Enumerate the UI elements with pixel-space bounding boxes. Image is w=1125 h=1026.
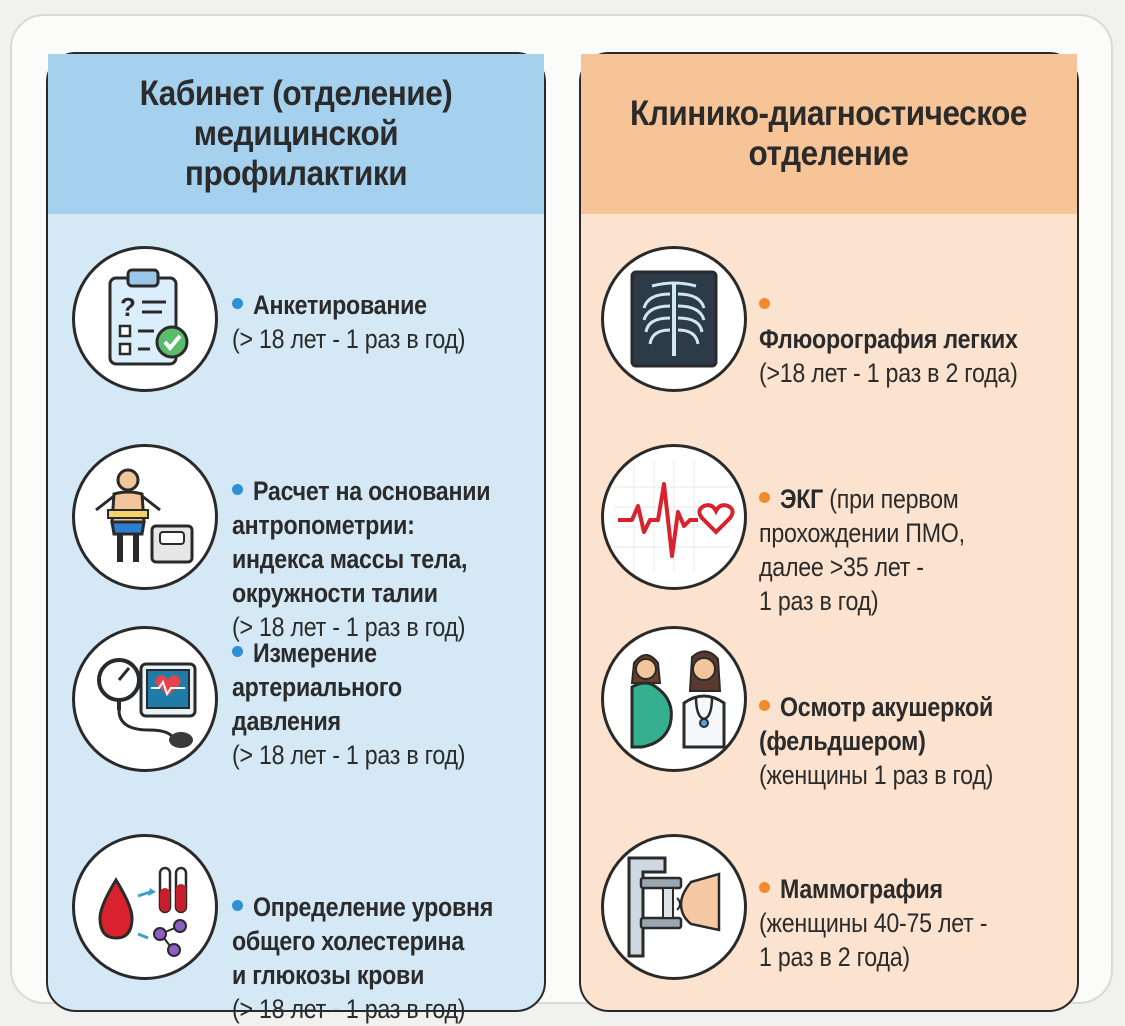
- clipboard-questionnaire-icon: [72, 246, 218, 392]
- list-item-text: Расчет на основании антропометрии: индекса массы тела, окружности талии (> 18 лет - 1 раз в год): [232, 476, 491, 642]
- prevention-cabinet-header: [48, 54, 544, 214]
- body-measurement-scale-icon: [72, 444, 218, 590]
- ecg-heart-icon: [601, 444, 747, 590]
- column-title: Кабинет (отделение) медицинской профилактики: [139, 74, 453, 193]
- bullet: [232, 298, 243, 309]
- bullet: [759, 700, 770, 711]
- list-item-text: Анкетирование (> 18 лет - 1 раз в год): [232, 290, 466, 354]
- list-item-text: ЭКГ (при первом прохождении ПМО, далее >35 лет - 1 раз в год): [759, 484, 965, 616]
- mammography-machine-icon: [601, 834, 747, 980]
- blood-pressure-monitor-icon: [72, 626, 218, 772]
- list-item-text: Измерение артериального давления (> 18 лет - 1 раз в год): [232, 638, 466, 770]
- diagnostic-department-header: [581, 54, 1077, 214]
- bullet: [232, 900, 243, 911]
- list-item-text: Осмотр акушеркой (фельдшером) (женщины 1 раз в год): [759, 692, 994, 790]
- prevention-cabinet-column: [46, 52, 546, 1024]
- bullet: [759, 882, 770, 893]
- diagnostic-department-column: [579, 52, 1079, 1012]
- midwife-patient-icon: [601, 626, 747, 772]
- list-item-text: Флюорография легких (>18 лет - 1 раз в 2 года): [759, 288, 1079, 390]
- bullet: [759, 492, 770, 503]
- blood-test-icon: [72, 834, 218, 980]
- chest-xray-icon: [601, 246, 747, 392]
- svg-text:?: ?: [120, 292, 136, 322]
- list-item-text: Определение уровня общего холестерина и глюкозы крови (> 18 лет - 1 раз в год): [232, 892, 494, 1024]
- column-title: Клинико-диагностическое отделение: [630, 94, 1028, 173]
- list-item-text: Маммография (женщины 40-75 лет - 1 раз в 2 года): [759, 874, 988, 972]
- bullet: [759, 298, 770, 309]
- bullet: [232, 484, 243, 495]
- bullet: [232, 646, 243, 657]
